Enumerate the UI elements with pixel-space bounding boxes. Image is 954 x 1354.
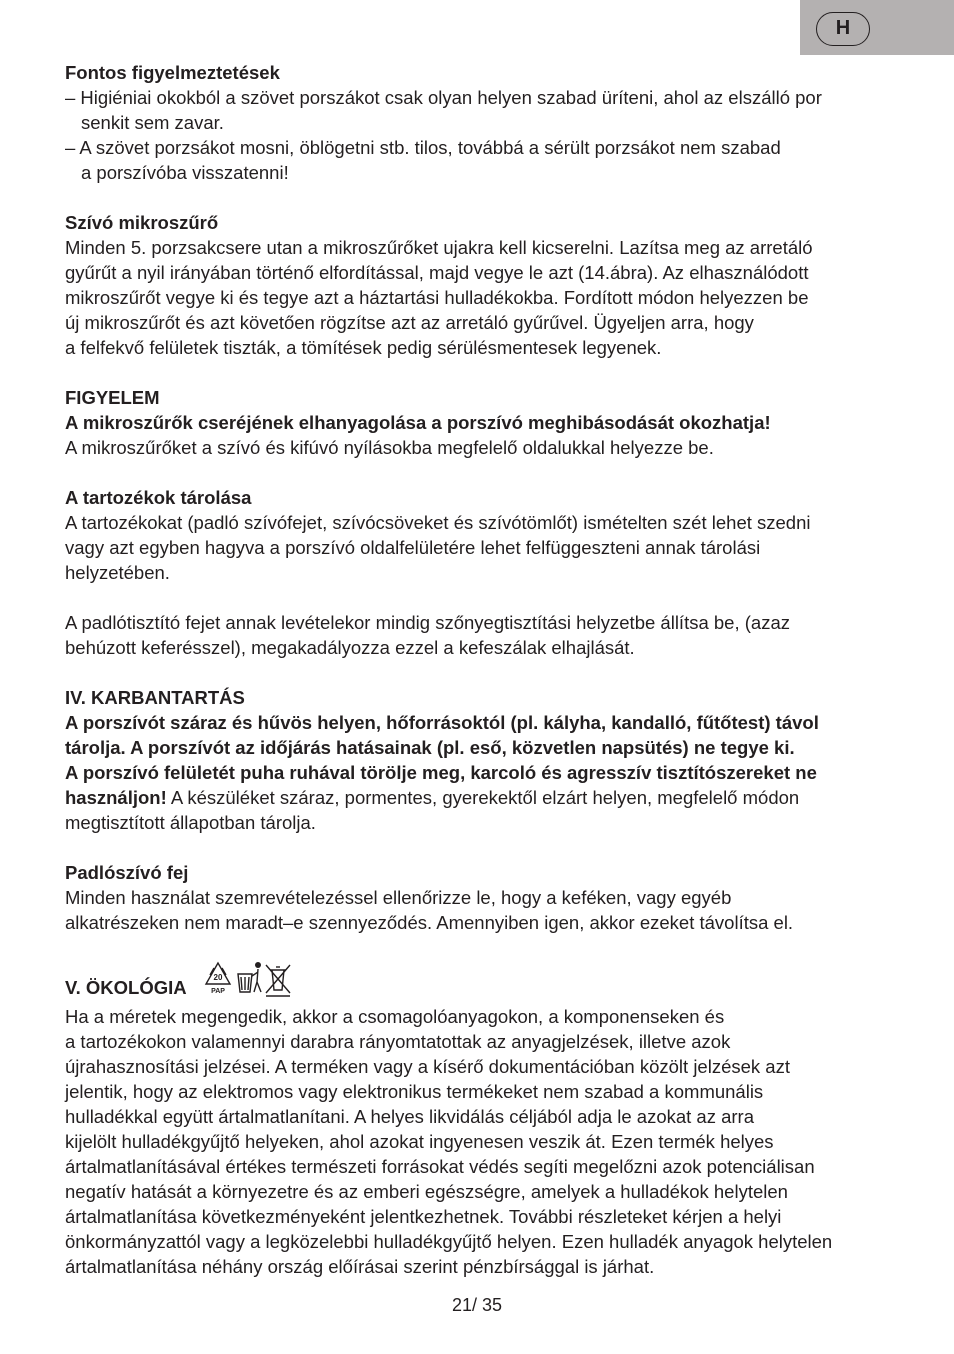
text-line: A padlótisztító fejet annak levételekor mindig szőnyegtisztítási helyzetbe állítsa be, (azaz (65, 612, 790, 633)
language-badge: H (816, 12, 870, 46)
text-line: gyűrűt a nyil irányában történő elfordítással, majd vegye le azt (14.ábra). Az elhasználódott (65, 262, 809, 283)
text-line: új mikroszűrőt és azt követően rögzítse azt az arretáló gyűrűvel. Ügyeljen arra, hogy (65, 312, 754, 333)
text-line: a felfekvő felületek tiszták, a tömítések pedig sérülésmentesek legyenek. (65, 337, 662, 358)
text-line: A tartozékokat (padló szívófejet, szívócsöveket és szívótömlőt) ismételten szét lehet szedni (65, 512, 811, 533)
section-heading: V. ÖKOLÓGIA (65, 977, 187, 998)
text-line: Minden 5. porzsakcsere utan a mikroszűrőket ujakra kell kicserelni. Lazítsa meg az arretáló (65, 237, 813, 258)
text-line: ártalmatlanításával értékes természeti forrásokat védés segíti megelőzni azok potenciálisan (65, 1156, 815, 1177)
text-line: ártalmatlanítása következményeként jelentkezhetnek. További részleteket kérjen a helyi (65, 1206, 782, 1227)
section-accessory-storage (65, 485, 910, 585)
section-floor-head (65, 860, 910, 935)
bold-line: A porszívót száraz és hűvös helyen, hőforrásoktól (pl. kályha, kandalló, fűtőtest) távol (65, 712, 819, 733)
text-line: önkormányzattól vagy a legközelebbi hulladékgyűjtő helyen. Ezen hulladék anyagok helytelen (65, 1231, 833, 1252)
section-attention (65, 385, 910, 460)
section-warnings (65, 60, 910, 185)
text-line: alkatrészeken nem maradt–e szennyeződés. Amennyiben igen, akkor ezeket távolítsa el. (65, 912, 794, 933)
mixed-line (65, 785, 910, 810)
section-floor-head-storage (65, 610, 910, 660)
document-body (65, 60, 910, 1279)
text-line: negatív hatását a környezetre és az emberi egészségre, amelyek a hulladékok helytelen (65, 1181, 788, 1202)
section-heading: Fontos figyelmeztetések (65, 62, 280, 83)
text-line: A mikroszűrőket a szívó és kifúvó nyílásokba megfelelő oldalukkal helyezze be. (65, 437, 714, 458)
text-fragment: A készüléket száraz, pormentes, gyerekektől elzárt helyen, megfelelő módon (166, 787, 800, 808)
text-line: – A szövet porzsákot mosni, öblögetni stb. tilos, továbbá a sérült porzsákot nem szabad (65, 137, 781, 158)
text-line: hulladékkal együtt ártalmatlanítani. A helyes likvidálás céljából adja le azokat az arra (65, 1106, 755, 1127)
text-line: Minden használat szemrevételezéssel ellenőrizze le, hogy a keféken, vagy egyéb (65, 887, 732, 908)
ecology-heading-row (65, 956, 910, 1004)
recycle-code: PAP (210, 988, 225, 995)
bold-fragment: használjon! (65, 787, 167, 808)
text-line: – Higiéniai okokból a szövet porszákot csak olyan helyen szabad üríteni, ahol az elszálló por (65, 87, 822, 108)
text-line: jelentik, hogy az elektromos vagy elektronikus termékeket nem szabad a kommunális (65, 1081, 764, 1102)
section-heading: Padlószívó fej (65, 862, 189, 883)
text-line: a tartozékokon valamennyi darabra rányomtatottak az anyagjelzések, illetve azok (65, 1031, 731, 1052)
section-heading: A tartozékok tárolása (65, 487, 252, 508)
text-line: megtisztított állapotban tárolja. (65, 812, 316, 833)
ecology-icons (202, 960, 297, 1004)
section-microfilter (65, 210, 910, 360)
text-line: helyzetében. (65, 562, 170, 583)
bold-line: A porszívó felületét puha ruhával törölje meg, karcoló és agresszív tisztítószereket ne (65, 762, 817, 783)
text-line: behúzott keferésszel), megakadályozza ezzel a kefeszálak elhajlását. (65, 637, 635, 658)
tidyman-icon (238, 962, 261, 992)
text-line: a porszívóba visszatenni! (81, 162, 289, 183)
text-line: kijelölt hulladékgyűjtő helyeken, ahol azokat ingyenesen veszik át. Ezen termék helyes (65, 1131, 774, 1152)
text-line: Ha a méretek megengedik, akkor a csomagolóanyagokon, a komponenseken és (65, 1006, 725, 1027)
text-line: mikroszűrőt vegye ki és tegye azt a háztartási hulladékokba. Fordított módon helyezzen be (65, 287, 809, 308)
section-maintenance (65, 685, 910, 835)
section-heading: IV. KARBANTARTÁS (65, 687, 245, 708)
text-line: senkit sem zavar. (81, 112, 224, 133)
recycle-number: 20 (213, 973, 223, 982)
text-line: újrahasznosítási jelzései. A terméken vagy a kísérő dokumentációban közölt jelzések azt (65, 1056, 790, 1077)
section-heading: FIGYELEM (65, 387, 160, 408)
crossed-bin-icon (266, 965, 290, 996)
language-tab (800, 0, 954, 55)
text-line: vagy azt egyben hagyva a porszívó oldalfelületére lehet felfüggeszteni annak tárolási (65, 537, 761, 558)
text-line: ártalmatlanítása néhány ország előírásai szerint pénzbírsággal is járhat. (65, 1256, 655, 1277)
page-number: 21/ 35 (451, 1295, 503, 1315)
section-heading: Szívó mikroszűrő (65, 212, 219, 233)
eco-symbols (202, 960, 297, 998)
warning-line: A mikroszűrők cseréjének elhanyagolása a porszívó meghibásodását okozhatja! (65, 412, 771, 433)
bold-line: tárolja. A porszívót az időjárás hatásainak (pl. eső, közvetlen napsütés) ne tegye ki. (65, 737, 795, 758)
section-ecology (65, 956, 910, 1279)
